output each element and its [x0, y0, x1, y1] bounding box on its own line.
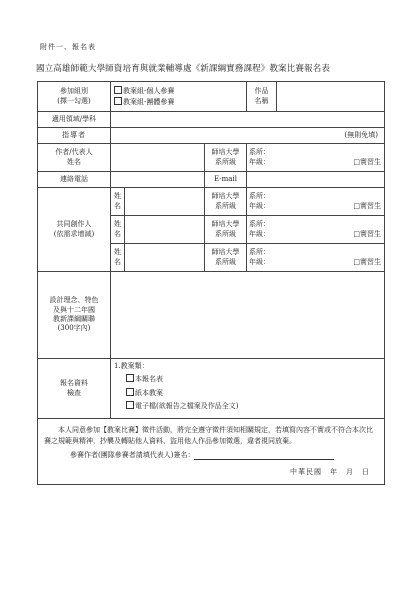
coauthor-name-label: 姓 名	[111, 244, 125, 272]
docs-item-digital[interactable]: 電子檔(欲報告之檔案及作品全文)	[114, 401, 381, 411]
docs-row	[38, 359, 385, 419]
checkbox-icon[interactable]	[126, 374, 134, 382]
intern-checkbox[interactable]: □實習生	[353, 157, 382, 166]
group-label-cell: 參加組別 (擇一勾選)	[38, 82, 111, 112]
agreement-row	[38, 419, 385, 485]
coauthor-dept-field[interactable]: 系所： 年級： □實習生	[247, 188, 385, 216]
checkbox-icon[interactable]	[114, 86, 122, 94]
checkbox-icon[interactable]	[126, 388, 134, 396]
coauthor-dept-field[interactable]: 系所： 年級： □實習生	[247, 216, 385, 244]
coauthor-name-field[interactable]	[125, 216, 205, 244]
coauthor-name-field[interactable]	[125, 188, 205, 216]
signature-field[interactable]	[194, 452, 334, 460]
domain-row	[38, 112, 385, 128]
docs-item-paper[interactable]: 紙本教案	[114, 388, 381, 398]
work-name-field[interactable]	[277, 82, 385, 112]
author-name-field[interactable]	[111, 144, 205, 172]
docs-field	[111, 359, 385, 419]
coauthor-name-field[interactable]	[125, 244, 205, 272]
coauthor-label-cell: 共同創作人 (依需求增減)	[38, 188, 111, 272]
registration-form	[37, 81, 385, 485]
agreement-text: 本人同意參加【教案比賽】徵件活動，將完全遵守徵件須知相關規定，若填寫內容不實或不符合本次比賽之規範與精神，抄襲及轉貼他人資料、盜用他人作品參加徵選，違者視同放棄。	[44, 426, 373, 445]
email-field[interactable]	[247, 172, 385, 188]
advisor-row	[38, 128, 385, 144]
author-row	[38, 144, 385, 172]
docs-label-cell: 報名資料 檢查	[38, 359, 111, 419]
contact-row	[38, 172, 385, 188]
docs-item-registration[interactable]: 本報名表	[114, 374, 381, 384]
checkbox-icon[interactable]	[126, 401, 134, 409]
intern-checkbox[interactable]: □實習生	[353, 229, 382, 238]
coauthor-school-label: 師培大學 系所級	[205, 188, 247, 216]
work-name-label-cell: 作品 名稱	[247, 82, 277, 112]
phone-field[interactable]	[111, 172, 205, 188]
intern-checkbox[interactable]: □實習生	[353, 201, 382, 210]
coauthor-name-label: 姓 名	[111, 188, 125, 216]
agreement-cell	[38, 419, 385, 485]
docs-heading: 1.教案類：	[114, 362, 149, 370]
coauthor-dept-field[interactable]: 系所： 年級： □實習生	[247, 244, 385, 272]
form-title: 國立高雄師範大學師資培育與就業輔導處《新課綱實務課程》教案比賽報名表	[36, 64, 330, 74]
advisor-label: 指導者	[38, 128, 111, 144]
group-row	[38, 82, 385, 112]
design-row	[38, 272, 385, 359]
group-option-team[interactable]: 教案組-團體參賽	[111, 97, 246, 107]
advisor-note[interactable]: (無則免填)	[111, 128, 385, 144]
domain-field[interactable]	[111, 112, 385, 128]
design-label-cell: 設計理念、特色 及與十二年國 教新課綱關聯 (300字內)	[38, 272, 111, 359]
attachment-label: 附件一、報名表	[40, 43, 96, 51]
author-dept-field[interactable]: 系所： 年級： □實習生	[247, 144, 385, 172]
intern-checkbox[interactable]: □實習生	[353, 257, 382, 266]
coauthor-school-label: 師培大學 系所級	[205, 216, 247, 244]
coauthor-row	[38, 188, 385, 216]
group-options-cell	[111, 82, 247, 112]
email-label: E-mail	[205, 172, 247, 188]
author-school-label: 師培大學 系所級	[205, 144, 247, 172]
coauthor-school-label: 師培大學 系所級	[205, 244, 247, 272]
author-label-cell: 作者/代表人 姓名	[38, 144, 111, 172]
signature-line: 參賽作者(團隊參賽者請填代表人)簽名：	[38, 447, 384, 460]
group-option-individual[interactable]: 教案組-個人參賽	[111, 86, 246, 96]
checkbox-icon[interactable]	[114, 97, 122, 105]
design-field[interactable]	[111, 272, 385, 359]
date-line: 中華民國 年 月 日	[290, 468, 371, 477]
phone-label: 連絡電話	[38, 172, 111, 188]
coauthor-name-label: 姓 名	[111, 216, 125, 244]
domain-label: 適用領域/學科	[38, 112, 111, 128]
